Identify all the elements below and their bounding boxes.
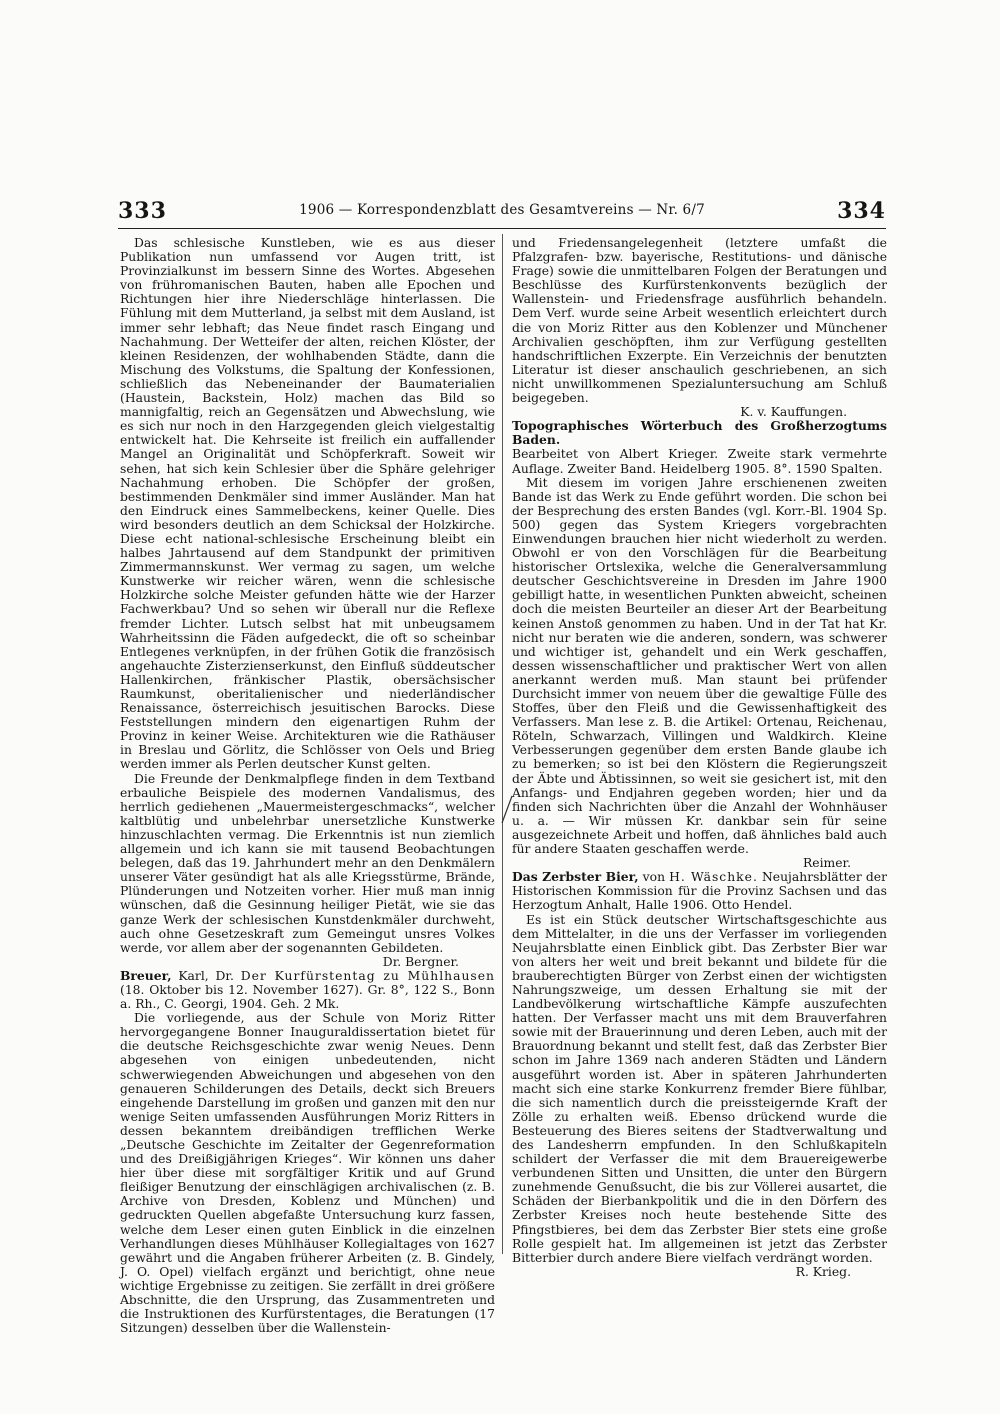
entry-title: Das Zerbster Bier, [512, 869, 639, 885]
review-paragraph: Die Freunde der Denkmalpflege finden in dem Textband erbauliche Beispiele des modernen Vandalismus, des herrlich gediehenen „Mauermeistergeschmacks“, welcher kaltblütig und unbelehrbar unersetzliche Kunstwerke hinzuschlachten vermag. Die Erkenntnis ist nun ziemlich allgemein und ich kann sie mit tausend Beobachtungen belegen, daß das 19. Jahrhundert mehr an den Denkmälern unserer Väter gesündigt hat als alle Kriegsstürme, Brände, Plünderungen und Notzeiten vorher. Hier muß man innig wünschen, daß die Gesinnung heiliger Pietät, wie sie das ganze Werk der schlesischen Kunstdenkmäler durchweht, auch ohne Gesetzeskraft zum Gemeingut unsres Volkes werde, vor allem aber der sogenannten Gebildeten. [120, 771, 495, 955]
entry-biblio: Neujahrsblätter der Historischen Kommission für die Provinz Sachsen und das Herzogtum Anhalt, Halle 1906. Otto Hendel. [512, 870, 888, 913]
column-divider [502, 234, 503, 1254]
column-right [512, 236, 887, 1279]
reviewer-signature: R. Krieg. [795, 1264, 851, 1279]
entry-biblio: . Zweite stark vermehrte Auflage. Zweiter Band. Heidelberg 1905. 8°. 1590 Spalten. [512, 447, 888, 476]
page-header [118, 198, 886, 224]
review-paragraph: Es ist ein Stück deutscher Wirtschaftsgeschichte aus dem Mittelalter, in die uns der Verfasser im vorliegenden Neujahrsblatte einen Einblick gibt. Das Zerbster Bier war von alters her weit und breit bekannt und bildete für die brauberechtigten Bürger von Zerbst einen der wichtigsten Nahrungszweige, um dessen Erhaltung sie mit der Landbevölkerung wirtschaftliche Kämpfe auszufechten hatten. Der Verfasser macht uns mit dem Brauverfahren sowie mit der Brauerinnung und deren Leben, auch mit der Brauordnung bekannt und stellt fest, daß das Zerbster Bier schon im Jahre 1369 nach anderen Städten und Ländern ausgeführt worden ist. Aber in späteren Jahrhunderten macht sich eine starke Konkurrenz fremder Biere fühlbar, die sich namentlich durch die preissteigernde Kraft der Zölle zu erhalten weiß. Ebenso drückend wurde die Besteuerung des Bieres seitens der Stadtverwaltung und des Landesherrn empfunden. In den Schlußkapiteln schildert der Verfasser die mit dem Brauereigewerbe verbundenen Sitten und Unsitten, die unter den Bürgern zunehmende Genußsucht, die bis zur Völlerei ausartet, die Schäden der Bierbankpolitik und die in den Dörfern des Zerbster Kreises noch heute bestehende Sitte des Pfingstbieres, bei dem das Zerbster Bier stets eine große Rolle gespielt hat. Im allgemeinen ist jetzt das Zerbster Bitterbier durch andere Biere vielfach verdrängt worden. [512, 912, 887, 1265]
review-paragraph: Das schlesische Kunstleben, wie es aus dieser Publikation nun umfassend vor Augen tritt, ist Provinzialkunst im bessern Sinne des Wortes. Abgesehen von frühromanischen Bauten, haben alle Epochen und Richtungen hier ihre Niederschläge hinterlassen. Die Fühlung mit dem Mutterland, ja selbst mit dem Ausland, ist immer sehr lebhaft; das Neue findet rasch Eingang und Nachahmung. Der Wetteifer der alten, reichen Klöster, der kleinen Residenzen, der wohlhabenden Städte, dann die Mischung des Volkstums, die Spaltung der Konfessionen, schließlich das Nebeneinander der Baumaterialien (Haustein, Backstein, Holz) machen das Bild so mannigfaltig, reich an Gegensätzen und Abwechslung, wie es sich nur noch in den Harzgegenden gleich vielgestaltig entwickelt hat. Die Kehrseite ist freilich ein auffallender Mangel an Originalität und Schöpferkraft. Soweit wir sehen, hat sich kein Schlesier über die Sphäre gelehriger Nachahmung erhoben. Die Schöpfer der großen, bestimmenden Denkmäler sind immer Ausländer. Man hat den Eindruck eines Sammelbeckens, keiner Quelle. Dies wird besonders deutlich an dem Schicksal der Holzkirche. Diese echt national-schlesische Erscheinung bleibt ein halbes Jahrtausend auf dem Standpunkt der primitiven Zimmermannskunst. Wer vermag zu sagen, um welche Kunstwerke wir reicher wären, wenn die schlesische Holzkirche solche Meister gefunden hätte wie der Harzer Fachwerkbau? Und so sehen wir überall nur die Reflexe fremder Lichter. Lutsch selbst hat mit unbeugsamem Wahrheitssinn die Fäden aufgedeckt, die oft so scheinbar Entlegenes verknüpfen, in der frühen Gotik die französisch angehauchte Zisterzienserkunst, den Einfluß süddeutscher Hallenkirchen, fränkischer Plastik, obersächsischer Raumkunst, oberitalienischer und niederländischer Renaissance, österreichisch jesuitischen Barocks. Diese Feststellungen mindern den eigenartigen Ruhm der Provinz in keiner Weise. Architekturen wie die Rathäuser in Breslau und Görlitz, die Schlösser von Oels und Brieg werden immer als Perlen deutscher Kunst gelten. [120, 236, 495, 772]
header-rule [118, 228, 886, 229]
entry-editor: Albert Krieger [619, 447, 715, 462]
entry-author: Breuer, [120, 967, 172, 983]
entry-author-rest: Karl, Dr. [171, 968, 241, 983]
review-paragraph: Mit diesem im vorigen Jahre erschienenen zweiten Bande ist das Werk zu Ende geführt worden. Die schon bei der Besprechung des ersten Bandes (vgl. Korr.-Bl. 1904 Sp. 500) gegen das System Kriegers vorgebrachten Einwendungen brauchen hier nicht wiederholt zu werden. Obwohl er von den Vorschlägen für die Bearbeitung historischer Ortslexika, welche die Generalversammlung deutscher Geschichtsvereine in Dresden im Jahre 1900 gebilligt hatte, in wesentlichen Punkten abweicht, scheinen doch die meisten Beurteiler an dieser Art der Bearbeitung keinen Anstoß genommen zu haben. Und in der Tat hat Kr. nicht nur beraten wie die anderen, sondern, was schwerer und wichtiger ist, gehandelt und ein Werk geschaffen, dessen wissenschaftlicher und praktischer Wert von allen anerkannt werden muß. Man staunt bei prüfender Durchsicht immer von neuem über die gewaltige Fülle des Stoffes, über den Fleiß und die Gewissenhaftigkeit des Verfassers. Man lese z. B. die Artikel: Ortenau, Reichenau, Röteln, Schwarzach, Villingen und Waldkirch. Kleine Verbesserungen gegenüber dem ersten Bande glaube ich zu bemerken; so ist bei den Klöstern die Regierungszeit der Äbte und Äbtissinnen, so weit sie gesichert ist, mit den Anfangs- und Endjahren gegeben worden; hier und da finden sich Nachrichten über die Anzahl der Wohnhäuser u. a. — Wir müssen Kr. dankbar sein für seine ausgezeichnete Arbeit und hoffen, daß ähnliches bald auch für andere Staaten geschaffen werde. [512, 475, 887, 857]
reviewer-signature: Reimer. [802, 856, 851, 871]
bibliographic-entry [512, 870, 887, 912]
entry-title: Topographisches Wörterbuch des Großherzogtums Baden. [512, 418, 887, 448]
bibliographic-entry [120, 969, 495, 1011]
entry-biblio: (18. Oktober bis 12. November 1627). Gr. 8°, 122 S., Bonn a. Rh., C. Georgi, 1904. Geh. 2 Mk. [120, 982, 495, 1012]
entry-author: H. Wäschke. [669, 870, 758, 885]
review-paragraph: und Friedensangelegenheit (letztere umfaßt die Pfalzgrafen- bzw. bayerische, Restitutions- und dänische Frage) sowie die unmittelbaren Folgen der Beratungen und Beschlüsse des Kurfürstenkonvents bezüglich der Wallenstein- und Friedensfrage ausführlich behandeln. Dem Verf. wurde seine Arbeit wesentlich erleichtert durch die von Moriz Ritter aus den Koblenzer und Münchener Archivalien geschöpften, ihm zur Verfügung gestellten handschriftlichen Exzerpte. Ein Verzeichnis der benutzten Literatur ist dieser anschaulich geschriebenen, an sich nicht unwillkommenen Spezialuntersuchung am Schluß beigegeben. [512, 236, 887, 406]
review-paragraph: Die vorliegende, aus der Schule von Moriz Ritter hervorgegangene Bonner Inauguraldissertation bietet für die deutsche Reichsgeschichte zwar wenig Neues. Denn abgesehen von einigen unbedeutenden, nicht schwerwiegenden Abweichungen und abgesehen von den genaueren Schilderungen des Details, deckt sich Breuers eingehende Darstellung im großen und ganzen mit den nur wenige Seiten umfassenden Ausführungen Moriz Ritters in dessen bekanntem dreibändigen trefflichen Werke „Deutsche Geschichte im Zeitalter der Gegenreformation und des Dreißigjährigen Krieges“. Wir können uns daher hier über diese mit sorgfältiger Kritik und auf Grund fleißiger Benutzung der einschlägigen archivalischen (z. B. Archive von Dresden, Koblenz und München) und gedruckten Quellen abgefaßte Untersuchung kurz fassen, welche dem Leser einen guten Einblick in die einzelnen Verhandlungen dieses Mühlhäuser Kollegialtages von 1627 gewährt und die Angaben früherer Arbeiten (z. B. Gindely, J. O. Opel) vielfach ergänzt und berichtigt, ohne neue wichtige Ergebnisse zu zeitigen. Sie zerfällt in drei größere Abschnitte, die den Ursprung, das Zusammentreten und die Instruktionen des Kurfürstentages, die Beratungen (17 Sitzungen) desselben über die Wallenstein- [120, 1011, 495, 1336]
bibliographic-entry [512, 419, 887, 447]
entry-title: Der Kurfürstentag zu Mühlhausen [240, 968, 495, 983]
entry-editor-pre: Bearbeitet von [512, 447, 620, 462]
entry-biblio-line [512, 447, 887, 475]
page-number-right: 334 [837, 198, 886, 224]
column-left [120, 236, 495, 1335]
running-title: 1906 — Korrespondenzblatt des Gesamtvereins — Nr. 6/7 [299, 202, 705, 218]
page-number-left: 333 [118, 198, 167, 224]
reviewer-signature: Dr. Bergner. [382, 954, 459, 969]
reviewer-signature: K. v. Kauffungen. [740, 405, 847, 420]
entry-by: von [638, 870, 670, 885]
